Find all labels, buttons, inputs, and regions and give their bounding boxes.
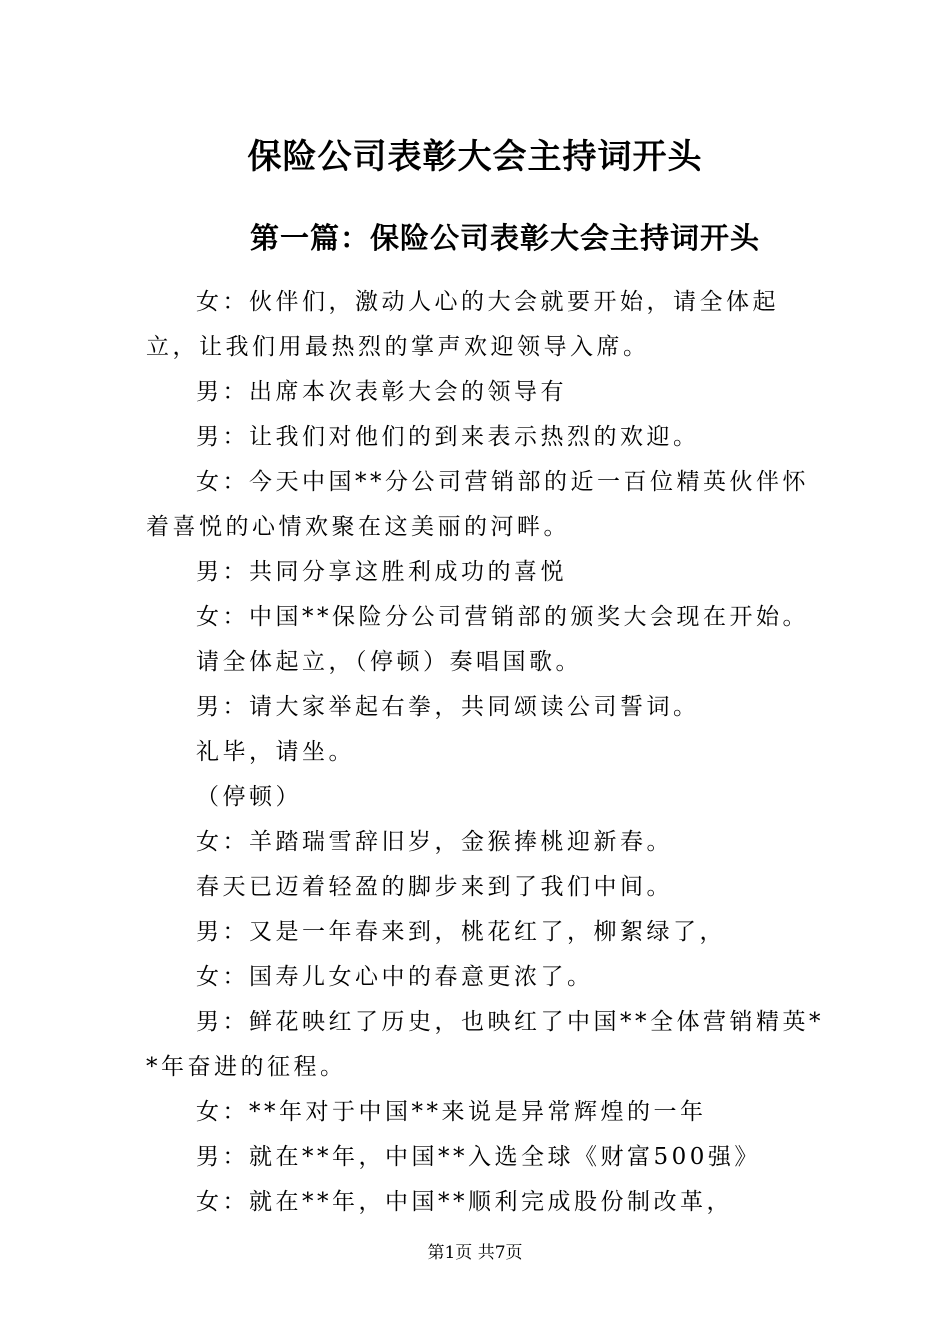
paragraph: 男：请大家举起右拳，共同颂读公司誓词。 — [196, 694, 700, 720]
document-body — [146, 280, 826, 1225]
paragraph: 女：就在**年，中国**顺利完成股份制改革， — [196, 1189, 733, 1215]
paragraph: 春天已迈着轻盈的脚步来到了我们中间。 — [196, 874, 673, 900]
paragraph: 请全体起立，（停顿）奏唱国歌。 — [196, 649, 582, 675]
paragraph: 女：中国**保险分公司营销部的颁奖大会现在开始。 — [196, 604, 809, 630]
paragraph: 女：今天中国**分公司营销部的近一百位精英伙伴怀着喜悦的心情欢聚在这美丽的河畔。 — [146, 469, 809, 540]
paragraph: 男：就在**年，中国**入选全球《财富500强》 — [196, 1144, 761, 1170]
paragraph: 礼毕，请坐。 — [196, 739, 355, 765]
paragraph: （停顿） — [196, 784, 302, 810]
paragraph: 男：鲜花映红了历史，也映红了中国**全体营销精英**年奋进的征程。 — [146, 1009, 824, 1080]
paragraph: 女：羊踏瑞雪辞旧岁，金猴捧桃迎新春。 — [196, 829, 673, 855]
page-number-footer: 第1页 共7页 — [427, 1243, 523, 1263]
paragraph: 男：让我们对他们的到来表示热烈的欢迎。 — [196, 424, 700, 450]
document-title: 保险公司表彰大会主持词开头 — [247, 137, 703, 177]
paragraph: 男：共同分享这胜利成功的喜悦 — [196, 559, 567, 585]
paragraph: 女：伙伴们，激动人心的大会就要开始，请全体起立，让我们用最热烈的掌声欢迎领导入席。 — [146, 289, 779, 360]
paragraph: 女：国寿儿女心中的春意更浓了。 — [196, 964, 594, 990]
paragraph: 女：**年对于中国**来说是异常辉煌的一年 — [196, 1099, 707, 1125]
paragraph: 男：出席本次表彰大会的领导有 — [196, 379, 567, 405]
paragraph: 男：又是一年春来到，桃花红了，柳絮绿了， — [196, 919, 726, 945]
document-subtitle: 第一篇：保险公司表彰大会主持词开头 — [249, 221, 760, 255]
